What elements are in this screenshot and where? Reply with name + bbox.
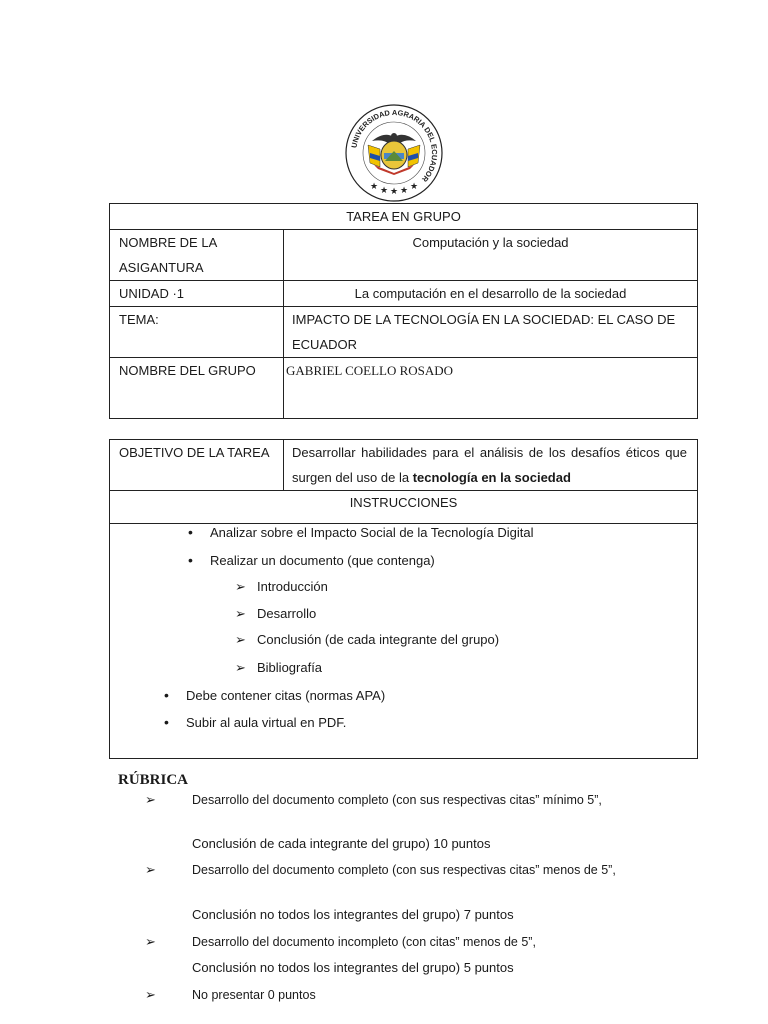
arrow-bullet-icon: ➢ [145,987,156,1002]
list-item: • Realizar un documento (que contenga) [188,552,435,568]
objetivo-bold-text: tecnología en la sociedad [412,470,571,485]
task-title: TAREA EN GRUPO [110,204,698,230]
svg-text:★: ★ [379,186,389,196]
rubrica-item-3-line1: Desarrollo del documento incompleto (con citas” menos de 5”, [192,935,536,949]
list-item: ➢ Conclusión (de cada integrante del grupo) [235,632,500,647]
arrow-bullet-icon: ➢ [145,792,156,807]
svg-text:★: ★ [409,182,419,192]
rubrica-title: RÚBRICA [118,772,189,788]
rubrica-item-1-line2: Conclusión de cada integrante del grupo) 10 puntos [192,836,491,851]
arrow-bullet-icon: ➢ [145,934,156,949]
grupo-label: NOMBRE DEL GRUPO [110,358,284,419]
list-item: ➢ Introducción [235,579,328,594]
tema-value: IMPACTO DE LA TECNOLOGÍA EN LA SOCIEDAD: EL CASO DE ECUADOR [284,307,698,358]
objetivo-text: Desarrollar habilidades para el análisis de los desafíos éticos que surgen del uso de la [292,445,687,485]
asignatura-label-line1: NOMBRE DE LA [119,235,218,250]
instrucciones-body [110,524,698,759]
unidad-label: UNIDAD ·1 [110,281,284,307]
rubrica-item-3-line2: Conclusión no todos los integrantes del grupo) 5 puntos [192,960,514,975]
task-info-table [109,203,698,419]
rubrica-item-4: No presentar 0 puntos [192,988,316,1002]
asignatura-label [110,230,284,281]
tema-label: TEMA: [110,307,284,358]
instrucciones-title: INSTRUCCIONES [110,491,698,524]
asignatura-label-line2: ASIGANTURA [119,260,204,275]
grupo-value: GABRIEL COELLO ROSADO [284,358,698,419]
rubrica-item-2-line2: Conclusión no todos los integrantes del grupo) 7 puntos [192,907,514,922]
unidad-value: La computación en el desarrollo de la sociedad [284,281,698,307]
instructions-table [109,439,698,759]
arrow-bullet-icon: ➢ [145,862,156,877]
asignatura-value: Computación y la sociedad [284,230,698,281]
objetivo-label: OBJETIVO DE LA TAREA [110,440,284,491]
svg-text:★: ★ [399,186,409,196]
list-item: • Analizar sobre el Impacto Social de la Tecnología Digital [188,524,534,540]
list-item: ➢ Bibliografía [235,660,323,675]
objetivo-value [284,440,698,491]
svg-text:★: ★ [369,182,379,192]
list-item: • Subir al aula virtual en PDF. [164,714,347,730]
svg-text:UNIVERSIDAD AGRARIA DEL ECUADO: UNIVERSIDAD AGRARIA DEL ECUADOR [349,107,440,184]
list-item: • Debe contener citas (normas APA) [164,687,386,703]
svg-text:★: ★ [389,187,399,197]
university-seal [344,103,444,203]
rubrica-item-1-line1: Desarrollo del documento completo (con sus respectivas citas” mínimo 5”, [192,793,602,807]
list-item: ➢ Desarrollo [235,606,317,621]
rubrica-item-2-line1: Desarrollo del documento completo (con sus respectivas citas” menos de 5”, [192,863,616,877]
